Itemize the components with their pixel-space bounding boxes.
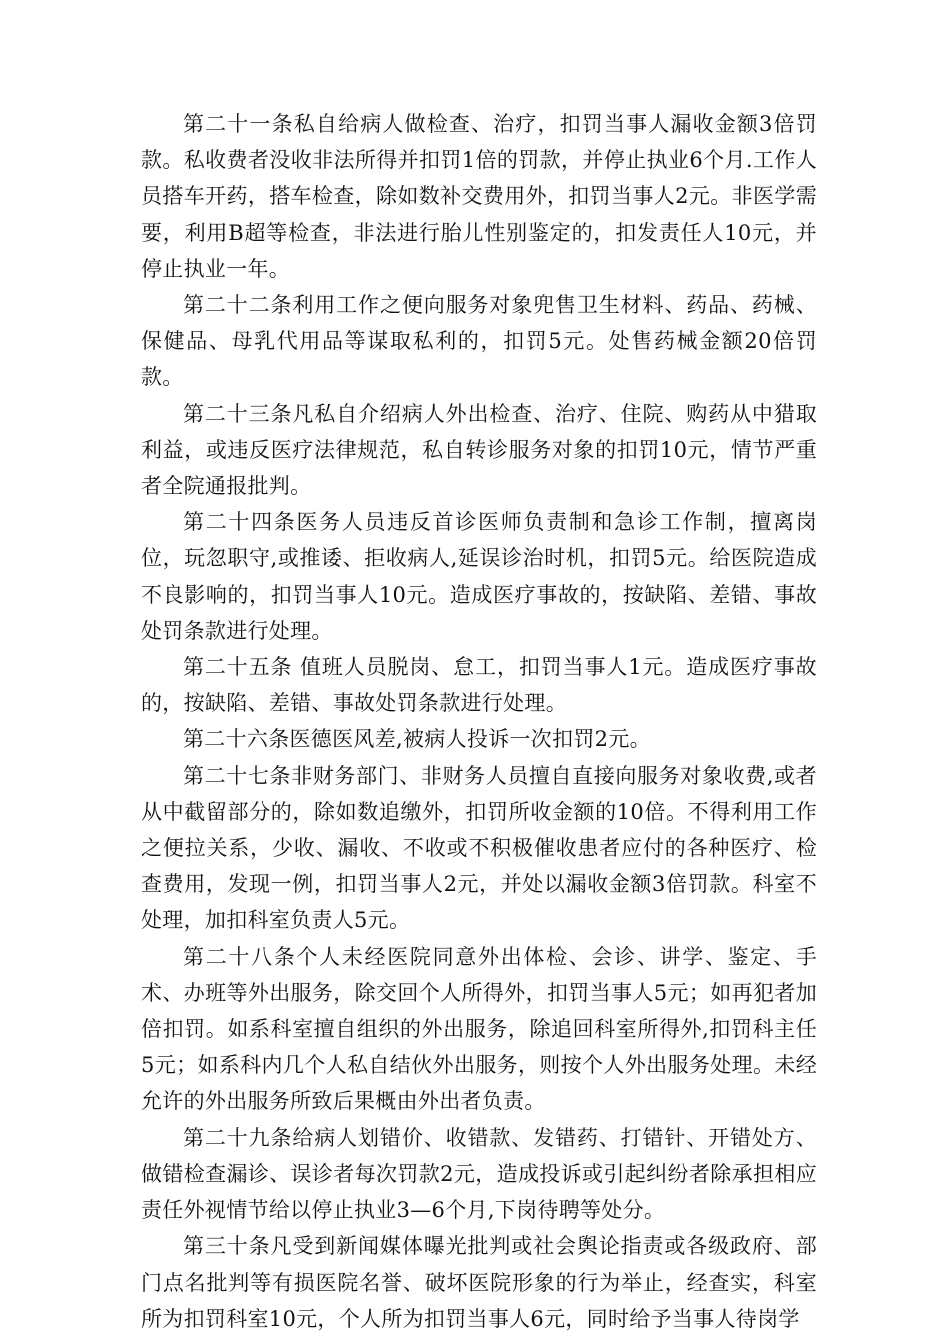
article-24-paragraph: 第二十四条医务人员违反首诊医师负责制和急诊工作制，擅离岗位，玩忽职守,或推诿、拒收病人,延误诊治时机，扣罚5元。给医院造成不良影响的，扣罚当事人10元。造成医疗事故的，按缺陷、差错、事故处罚条款进行处理。 — [141, 510, 817, 643]
article-28-paragraph: 第二十八条个人未经医院同意外出体检、会诊、讲学、鉴定、手术、办班等外出服务，除交回个人所得外，扣罚当事人5元；如再犯者加倍扣罚。如系科室擅自组织的外出服务，除追回科室所得外,扣罚科主任5元；如系科内几个人私自结伙外出服务，则按个人外出服务处理。未经允许的外出服务所致后果概由外出者负责。 — [141, 944, 817, 1114]
article-21-paragraph: 第二十一条私自给病人做检查、治疗，扣罚当事人漏收金额3倍罚款。私收费者没收非法所得并扣罚1倍的罚款，并停止执业6个月.工作人员搭车开药，搭车检查，除如数补交费用外，扣罚当事人2元。非医学需要，利用B超等检查，非法进行胎儿性别鉴定的，扣发责任人10元，并停止执业一年。 — [141, 112, 817, 281]
article-25-paragraph: 第二十五条 值班人员脱岗、怠工，扣罚当事人1元。造成医疗事故的，按缺陷、差错、事故处罚条款进行处理。 — [141, 655, 817, 716]
article-23-paragraph: 第二十三条凡私自介绍病人外出检查、治疗、住院、购药从中猎取利益，或违反医疗法律规范，私自转诊服务对象的扣罚10元，情节严重者全院通报批判。 — [141, 401, 817, 499]
article-30-paragraph: 第三十条凡受到新闻媒体曝光批判或社会舆论指责或各级政府、部门点名批判等有损医院名誉、破坏医院形象的行为举止，经查实，科室所为扣罚科室10元，个人所为扣罚当事人6元，同时给予当事人待岗学 — [141, 1234, 817, 1331]
article-29-paragraph: 第二十九条给病人划错价、收错款、发错药、打错针、开错处方、做错检查漏诊、误诊者每次罚款2元，造成投诉或引起纠纷者除承担相应责任外视情节给以停止执业3—6个月,下岗待聘等处分。 — [141, 1125, 817, 1223]
article-22-paragraph: 第二十二条利用工作之便向服务对象兜售卫生材料、药品、药械、保健品、母乳代用品等谋取私利的，扣罚5元。处售药械金额20倍罚款。 — [141, 293, 817, 390]
article-27-paragraph: 第二十七条非财务部门、非财务人员擅自直接向服务对象收费,或者从中截留部分的，除如数追缴外，扣罚所收金额的10倍。不得利用工作之便拉关系，少收、漏收、不收或不积极催收患者应付的各种医疗、检查费用，发现一例，扣罚当事人2元，并处以漏收金额3倍罚款。科室不处理，加扣科室负责人5元。 — [141, 763, 817, 933]
article-26-paragraph: 第二十六条医德医风差,被病人投诉一次扣罚2元。 — [183, 727, 651, 752]
document-body — [141, 106, 817, 1337]
